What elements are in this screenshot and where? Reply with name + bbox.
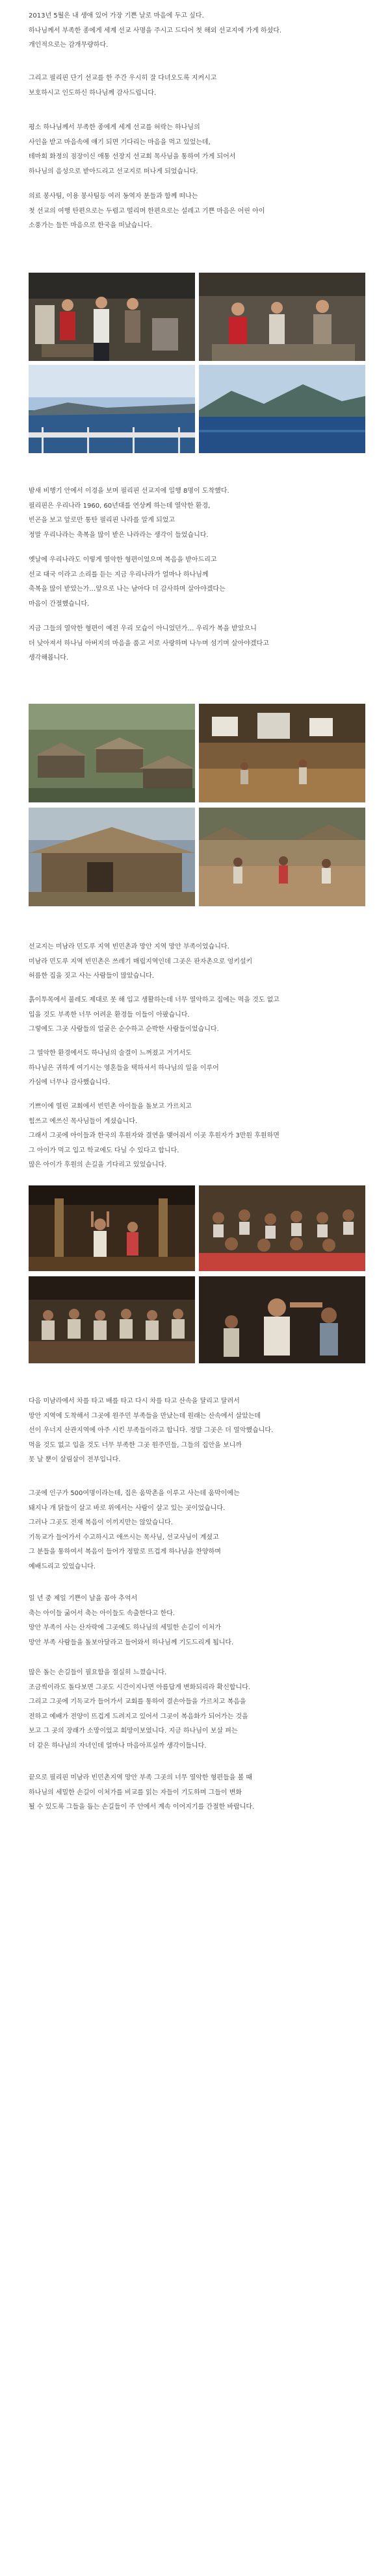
text-line: 하나님의 음성으로 받아드리고 선교지로 떠나게 되었습니다.	[29, 167, 198, 175]
text-line: 선교지는 미남라 민도루 지역 빈민촌과 망안 지역 망안 부족이었습니다.	[29, 943, 229, 950]
text-line: 흙이투목에서 불레도 제대로 못 해 입고 생활하는데 너무 열악하고 집에는 먹을 것도 없고	[29, 997, 280, 1004]
gratitude-paragraph	[29, 553, 367, 612]
photo-group-inside-terminal	[199, 273, 365, 361]
photo-congregation-seated	[29, 1276, 195, 1363]
text-line: 미남라 민도루 지역 빈민촌은 쓰레기 매립지역인데 그곳은 판자촌으로 엉키설키	[29, 958, 253, 965]
photo-prayer-laying-hands	[199, 1276, 365, 1363]
text-line: 생각해봅니다.	[29, 654, 69, 662]
text-line: 의료 봉사팀, 이용 봉사팀등 여러 동역자 분들과 함께 떠나는	[29, 193, 198, 200]
departure-paragraph	[29, 190, 367, 234]
photo-grid-arrival	[29, 273, 367, 453]
text-line: 일 년 중 제일 기쁜이 날을 꼽아 추억서	[29, 1595, 138, 1602]
photo-sea-and-mountains	[199, 365, 365, 453]
text-line: 망안 지역에 도착해서 그곳에 원주민 부족들을 만났는데 원래는 산속에서 살았는데	[29, 1412, 261, 1420]
text-line: 그리고 그곳에 기독교가 들어가서 교회를 통하여 결손아들을 가르치고 복음을	[29, 1698, 246, 1705]
tribe-paragraph	[29, 1394, 367, 1468]
text-line: 정말 우리나라는 축복을 많이 받은 나라라는 생각이 들었습니다.	[29, 531, 209, 539]
text-line: 허름한 집을 짓고 사는 사람들이 많았습니다.	[29, 972, 154, 980]
text-line: 돼지나 개 닭들이 살고 바로 위에서는 사람이 살고 있는 곳이었습니다.	[29, 1504, 226, 1512]
text-line: 그렇에도 그곳 사람들의 얼굴은 순수하고 순박한 사람들이었습니다.	[29, 1026, 219, 1033]
text-line: 축는 아이들 굶어서 축는 아이들도 속출한다고 한다.	[29, 1609, 176, 1617]
village-paragraph	[29, 1487, 367, 1574]
text-line: 전하고 예배가 전양이 뜨겁게 드려지고 있어서 그곳이 복음화가 되어가는 것을	[29, 1713, 248, 1720]
text-line: 사인을 받고 마음속에 얘기 되면 기다리는 마음을 먹고 있었는데,	[29, 138, 211, 146]
text-line: 많은 돌는 손길들이 필요함을 절실히 느꼈습니다.	[29, 1669, 167, 1676]
closing-paragraph	[29, 1771, 367, 1815]
photo-grid-slum	[29, 704, 367, 906]
text-line: 평소 하나님께서 부족한 종에게 세계 선교를 허락는 하나님의	[29, 124, 200, 131]
text-line: 더 낮아져서 하나님 아버지의 마음을 품고 서로 사랑하며 나누며 섬기며 살아야겠다고	[29, 639, 269, 647]
poverty-paragraph	[29, 993, 367, 1037]
text-line: 다음 미남라에서 차를 타고 배를 타고 다시 차를 타고 산속을 달리고 달려서	[29, 1398, 240, 1405]
text-line: 그곳에 인구가 500여명이라는데, 집은 움막촌을 이루고 사는데 움막이에는	[29, 1490, 240, 1497]
text-line: 조금씩이라도 돌다보면 그곳도 시간이지나면 아름답게 변화되리라 확신합니다.	[29, 1683, 251, 1691]
photo-ferry-deck-view	[29, 365, 195, 453]
text-line: 그 아이가 먹고 입고 학교에도 다닐 수 있다고 합니다.	[29, 1146, 179, 1154]
photo-church-worship-raised-hands	[29, 1185, 195, 1271]
text-line: 그리고 필리핀 단기 선교를 한 주간 우시히 잘 다녀오도록 지켜시고	[29, 75, 217, 82]
text-line: 될 수 있도록 그들을 돕는 손길들이 주 안에서 계속 이어지기를 간절한 바랍니다.	[29, 1803, 255, 1811]
text-line: 보호하시고 인도하신 하나님께 감사드립니다.	[29, 89, 157, 97]
text-line: 많은 아이가 후원의 손길을 기다리고 있었습니다.	[29, 1161, 167, 1169]
text-line: 가심에 너무나 감사했습니다.	[29, 1079, 110, 1086]
text-line: 마음이 간절했습니다.	[29, 600, 90, 608]
text-line: 첫 선교의 여행 탄편으로는 두렵고 떨리며 한편으로는 설레고 기쁜 마음은 어린 아이	[29, 207, 265, 215]
text-line: 그래서 그곳에 아이들과 한국의 후원자와 결연을 맺어줘서 이곳 후원자가 3만원 후원하면	[29, 1132, 280, 1139]
text-line: 그 분들을 통하여서 복음이 들어가 정말로 뜨겁게 하나님을 찬양하며	[29, 1548, 221, 1555]
text-line: 그 열악한 환경에서도 하나님의 술결이 느껴졌고 거기서도	[29, 1050, 192, 1057]
text-line: 2013년 5월은 내 생애 있어 가장 기쁜 날로 마음에 두고 싶다.	[29, 12, 204, 19]
text-line: 입을 것도 부족한 너무 어려운 환경들 이들이 아팠습니다.	[29, 1011, 190, 1019]
photo-village-children-dirt-path	[199, 808, 365, 906]
text-line: 더 같은 하나님의 자녀인데 얼마나 마음아프실까 생각이들니다.	[29, 1742, 207, 1750]
text-line: 못 날 뿐이 살림살이 전부입니다.	[29, 1456, 121, 1463]
text-line: 힘쓰고 에쓰신 목사님들이 계셨습니다.	[29, 1117, 138, 1125]
grace-paragraph	[29, 1046, 367, 1091]
text-line: 망안 부족이 사는 산자락에 그곳에도 하나님의 세밀한 손길이 이처가	[29, 1624, 221, 1631]
text-line: 축복을 많이 받았는가…앞으로 나는 남아다 더 감사하며 살아야겠다는	[29, 586, 226, 593]
text-line: 하나님께서 부족한 종에게 세계 선교 사명을 주시고 드디어 첫 해외 선교지에 가게 하셨다.	[29, 27, 282, 34]
text-line: 지금 그들의 열악한 형편이 예전 우리 모습이 아니었던가… 우리가 복을 받았으니	[29, 625, 257, 632]
text-line: 그러나 그곳도 전재 복음이 이끼지만는 않았습니다.	[29, 1519, 173, 1526]
text-line: 선교 대국 이라고 소리를 듣는 지금 우리나라가 얼마나 하나님께	[29, 571, 209, 578]
text-line: 밤새 비행기 안에서 이경을 보며 필리핀 선교지에 일행 8명이 도착했다.	[29, 488, 229, 495]
photo-children-crowd	[199, 1185, 365, 1271]
text-line: 옛날에 우리나라도 이렇게 열악한 형편이었으며 복음을 받아드리고	[29, 556, 217, 564]
text-line: 먹을 것도 없고 입을 것도 너무 부족한 그곳 원주민들, 그들의 집안을 보니까	[29, 1441, 242, 1449]
text-line: 선이 우너지 산관지역에 아주 시킨 부족들이라고 합니다. 정말 그곳은 더 열악했습니다.	[29, 1427, 274, 1434]
text-line: 테마회 화정의 점장이신 애통 선장지 선교회 목사님을 통하여 가게 되어서	[29, 153, 236, 160]
text-line: 보고 그 곳의 장래가 소망이었고 희망이보였니다. 지금 하나님이 보살 펴는	[29, 1728, 238, 1735]
photo-grid-church	[29, 1185, 367, 1363]
text-line: 기쁘이에 열린 교회에서 빈민촌 아이들을 돌보고 가르치고	[29, 1103, 192, 1110]
text-line: 필리핀은 우리나라 1960, 60년대를 연상케 하는데 열악한 환경,	[29, 502, 211, 510]
text-line: 빈곤을 보고 앞로만 통탄 필리핀 나라를 알게 되었고	[29, 517, 176, 524]
text-line: 예배드리고 있었습니다.	[29, 1563, 96, 1570]
photo-courtyard-children	[199, 704, 365, 802]
thanks-paragraph	[29, 71, 367, 101]
text-line: 하나님은 귀하게 여기시는 영혼들을 택하셔서 하나님의 일을 이루어	[29, 1064, 219, 1072]
hope-paragraph	[29, 1666, 367, 1753]
photo-hillside-slum-huts	[29, 704, 195, 802]
arrival-paragraph	[29, 484, 367, 543]
intro-paragraph	[29, 9, 367, 53]
photo-group-at-airport	[29, 273, 195, 361]
reflection-paragraph	[29, 622, 367, 666]
text-line: 끝으로 필리핀 미남라 빈민촌지역 망안 부족 그곳의 너무 열악한 형편들을 볼 때	[29, 1774, 253, 1781]
text-line: 기독교가 들어가서 수고하시고 애쓰시는 목사님, 선교사님이 계셨고	[29, 1533, 219, 1541]
text-line: 하나님의 세밀한 손길이 이처가를 비교를 읽는 자들이 기도하며 그들이 변화	[29, 1789, 242, 1796]
calling-paragraph	[29, 121, 367, 179]
photo-thatched-hut	[29, 808, 195, 906]
sponsorship-paragraph	[29, 1100, 367, 1173]
text-line: 개인적으로는 감개무량하다.	[29, 42, 109, 49]
text-line: 망안 부족 사람들을 돌보아달라고 들어와서 하나님께 기도드리게 됩니다.	[29, 1639, 234, 1646]
site-paragraph	[29, 940, 367, 984]
text-line: 소풍가는 들뜬 마음으로 한국을 떠났습니다.	[29, 222, 152, 229]
prayer-paragraph	[29, 1592, 367, 1650]
